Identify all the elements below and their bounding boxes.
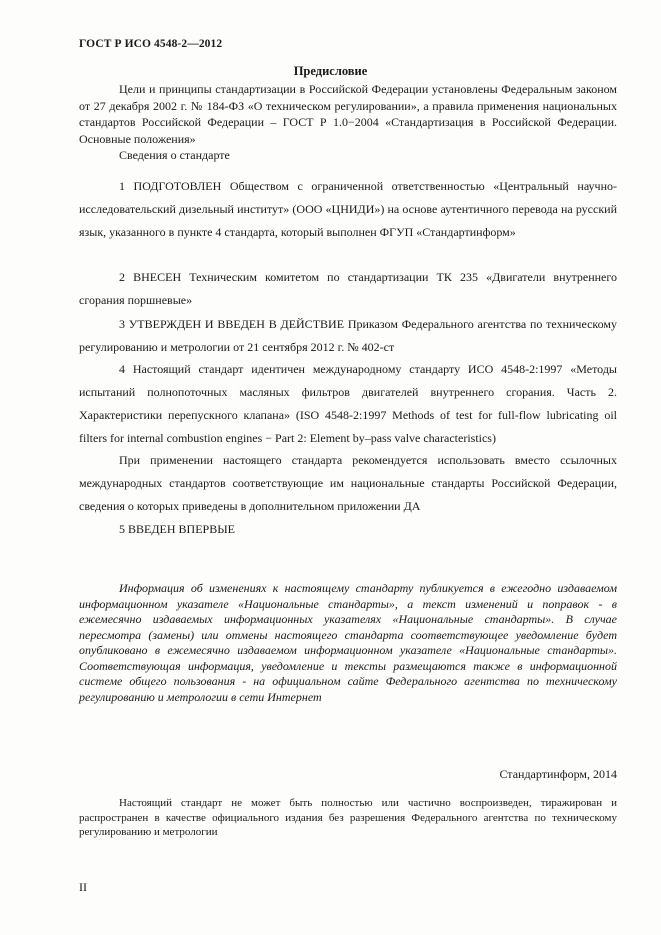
notice-paragraph xyxy=(79,581,617,705)
page-title: Предисловие xyxy=(293,64,368,78)
item-4-note xyxy=(79,449,617,518)
item-4-note-text: При применении настоящего стандарта рекомендуется использовать вместо ссылочных международных стандартов соответствующие им национальные стандарты Российской Федерации, сведения о которых приведены в дополнительном приложении ДА xyxy=(79,453,617,513)
item-2 xyxy=(79,266,617,312)
item-3-text: 3 УТВЕРЖДЕН И ВВЕДЕН В ДЕЙСТВИЕ Приказом Федерального агентства по техническому регулированию и метрологии от 21 сентября 2012 г. № 402-ст xyxy=(79,317,617,354)
page-number: II xyxy=(79,880,87,894)
publisher-line: Стандартинформ, 2014 xyxy=(499,767,617,781)
item-1 xyxy=(79,175,617,244)
item-2-text: 2 ВНЕСЕН Техническим комитетом по стандартизации ТК 235 «Двигатели внутреннего сгорания поршневые» xyxy=(79,270,617,307)
item-1-text: 1 ПОДГОТОВЛЕН Обществом с ограниченной ответственностью «Центральный научно-исследовательский дизельный институт» (ООО «ЦНИДИ») на основе аутентичного перевода на русский язык, указанного в пункте 4 стандарта, который выполнен ФГУП «Стандартинформ» xyxy=(79,179,617,239)
copyright-text: Настоящий стандарт не может быть полностью или частично воспроизведен, тиражирован и распространен в качестве официального издания без разрешения Федерального агентства по техническому регулированию и метрологии xyxy=(79,797,617,838)
copyright-notice xyxy=(79,796,617,840)
item-5: 5 ВВЕДЕН ВПЕРВЫЕ xyxy=(119,522,235,536)
item-3 xyxy=(79,313,617,359)
intro-paragraph xyxy=(79,81,617,147)
intro-text: Цели и принципы стандартизации в Российской Федерации установлены Федеральным законом от 27 декабря 2002 г. № 184-ФЗ «О техническом регулировании», а правила применения национальных стандартов Российской Федерации – ГОСТ Р 1.0−2004 «Стандартизация в Российской Федерации. Основные положения» xyxy=(79,82,617,146)
info-heading: Сведения о стандарте xyxy=(119,148,230,162)
item-4-text: 4 Настоящий стандарт идентичен международному стандарту ИСО 4548-2:1997 «Методы испытаний полнопоточных масляных фильтров двигателей внутреннего сгорания. Часть 2. Характеристики перепускного клапана» (ISO 4548-2:1997 Methods of test for full-flow lubricating oil filters for internal combustion engines − Part 2: Element by–pass valve characteristics) xyxy=(79,362,617,445)
document-header: ГОСТ Р ИСО 4548-2—2012 xyxy=(79,38,223,50)
notice-text: Информация об изменениях к настоящему стандарту публикуется в ежегодно издаваемом информационном указателе «Национальные стандарты», а текст изменений и поправок - в ежемесячно издаваемых информационных указателях «Национальные стандарты». В случае пересмотра (замены) или отмены настоящего стандарта соответствующее уведомление будет опубликовано в ежемесячно издаваемом информационном указателе «Национальные стандарты». Соответствующая информация, уведомление и тексты размещаются также в информационной системе общего пользования - на официальном сайте Федерального агентства по техническому регулированию и метрологии в сети Интернет xyxy=(79,581,617,704)
item-4 xyxy=(79,358,617,450)
